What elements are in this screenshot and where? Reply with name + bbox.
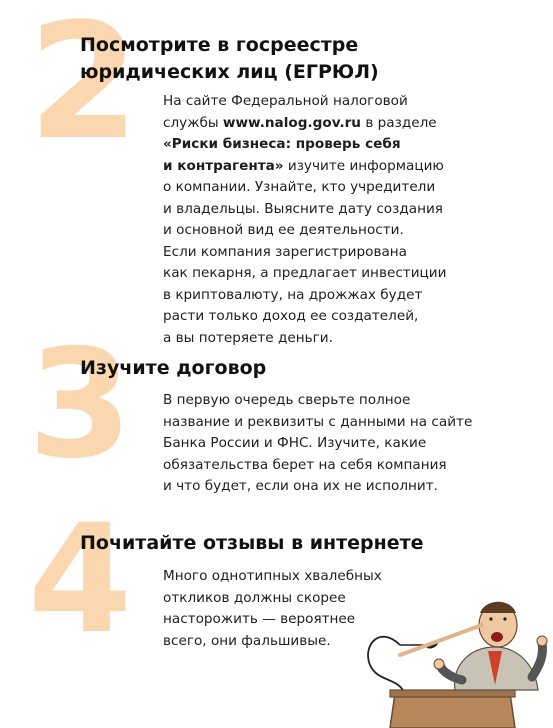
body-line: откликов должны скорее [163, 589, 346, 606]
body-line: о компании. Узнайте, кто учредители [163, 179, 436, 195]
body-line: На сайте Федеральной налоговой [163, 93, 408, 109]
fns-website-link[interactable]: www.nalog.gov.ru [222, 114, 361, 131]
body-line: насторожить — вероятнее [163, 611, 356, 627]
pinocchio-speaker-illustration [360, 585, 553, 728]
body-line: название и реквизиты с данными на сайте [163, 413, 473, 430]
body-line: в криптовалюту, на дрожжах будет [163, 286, 423, 303]
section-3-title-line-1: Изучите договор [80, 357, 267, 379]
body-line: и владельцы. Выясните дату создания [163, 200, 443, 217]
text-fragment: изучите информацию [283, 157, 444, 174]
section-number-4: 4 [28, 493, 133, 667]
body-line [163, 156, 446, 178]
body-line: как пекарня, а предлагает инвестиции [163, 265, 447, 281]
body-line: обязательства берет на себя компания [163, 456, 447, 473]
section-2-title-line-1: Посмотрите в госреестре [80, 34, 359, 56]
section-4-title [80, 530, 424, 557]
section-number-3: 3 [28, 318, 133, 492]
body-line: и что будет, если она их не исполнит. [163, 478, 438, 494]
section-3-body [163, 390, 472, 498]
body-line: и основной вид ее деятельности. [163, 222, 404, 238]
body-line [163, 113, 446, 135]
body-line: а вы потеряете деньги. [163, 329, 333, 346]
body-line: расти только доход ее создателей, [163, 308, 419, 324]
body-line: В первую очередь сверьте полное [163, 392, 411, 408]
section-4-title-line-1: Почитайте отзывы в интернете [80, 532, 424, 554]
text-fragment-bold: и контрагента» [163, 157, 284, 174]
section-2-title-line-2: юридических лиц (ЕГРЮЛ) [80, 61, 379, 83]
section-2-title [80, 32, 379, 86]
text-fragment: в разделе [361, 114, 437, 131]
body-line: Если компания зарегистрирована [163, 243, 408, 260]
body-line: Много однотипных хвалебных [163, 568, 382, 584]
body-line-bold: «Риски бизнеса: проверь себя [163, 136, 401, 152]
section-4-body [163, 566, 382, 652]
body-line: Банка России и ФНС. Изучите, какие [163, 435, 427, 451]
text-fragment: службы [163, 114, 223, 131]
section-2-body [163, 91, 446, 349]
section-number-2: 2 [28, 0, 140, 175]
section-3-title [80, 355, 266, 382]
body-line: всего, они фальшивые. [163, 632, 331, 649]
